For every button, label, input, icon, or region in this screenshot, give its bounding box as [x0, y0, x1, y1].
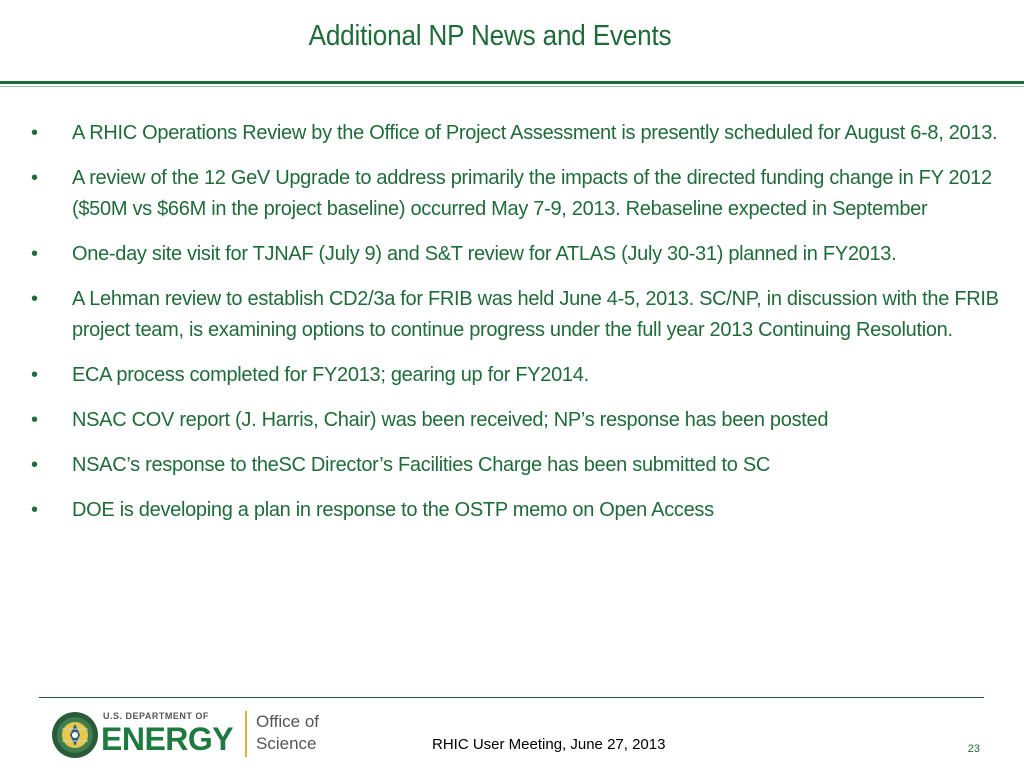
slide-title: Additional NP News and Events: [308, 20, 672, 52]
bullet-item: [31, 405, 1006, 436]
title-divider-thin: [0, 86, 1024, 87]
bullet-text: A RHIC Operations Review by the Office of Project Assessment is presently scheduled for August 6-8, 2013.: [72, 122, 998, 144]
page-number: 23: [967, 743, 980, 755]
bullet-marker: •: [31, 409, 38, 431]
bullet-item: [31, 163, 1006, 225]
bullet-text: NSAC’s response to theSC Director’s Facilities Charge has been submitted to SC: [72, 454, 771, 476]
bullet-item: [31, 239, 1006, 270]
bullet-marker: •: [31, 364, 38, 386]
bullet-item: [31, 450, 1006, 481]
bullet-marker: •: [31, 243, 38, 265]
bullet-marker: •: [31, 122, 38, 144]
bullet-item: [31, 360, 1006, 391]
bullet-item: [31, 284, 1006, 346]
bullet-text: A Lehman review to establish CD2/3a for FRIB was held June 4-5, 2013. SC/NP, in discussion with the FRIB project team, is examining options to continue progress under the full year 2013 Continuing Resolution.: [72, 288, 999, 341]
logo-office-line2: Science: [256, 734, 317, 753]
logo-department-line: U.S. DEPARTMENT OF: [103, 711, 209, 721]
bullet-marker: •: [31, 167, 38, 189]
footer-divider: [39, 697, 984, 698]
logo-office-line1: Office of: [256, 712, 319, 731]
footer-meeting-label: RHIC User Meeting, June 27, 2013: [432, 736, 666, 753]
bullet-text: A review of the 12 GeV Upgrade to address primarily the impacts of the directed funding change in FY 2012 ($50M vs $66M in the project baseline) occurred May 7-9, 2013. Rebaseline expected in September: [72, 167, 992, 220]
logo-energy-word: ENERGY: [101, 721, 234, 757]
bullet-item: [31, 118, 1006, 149]
doe-seal-icon: [51, 711, 99, 759]
bullet-marker: •: [31, 288, 38, 310]
bullet-text: DOE is developing a plan in response to the OSTP memo on Open Access: [72, 499, 714, 521]
bullet-text: ECA process completed for FY2013; gearing up for FY2014.: [72, 364, 589, 386]
bullet-list: [31, 118, 1006, 540]
bullet-marker: •: [31, 454, 38, 476]
bullet-text: One-day site visit for TJNAF (July 9) and S&T review for ATLAS (July 30-31) planned in FY2013.: [72, 243, 897, 265]
doe-office-of-science-logo: [51, 707, 351, 763]
bullet-text: NSAC COV report (J. Harris, Chair) was been received; NP’s response has been posted: [72, 409, 829, 431]
logo-separator: [245, 711, 247, 757]
title-divider: [0, 81, 1024, 84]
bullet-marker: •: [31, 499, 38, 521]
bullet-item: [31, 495, 1006, 526]
